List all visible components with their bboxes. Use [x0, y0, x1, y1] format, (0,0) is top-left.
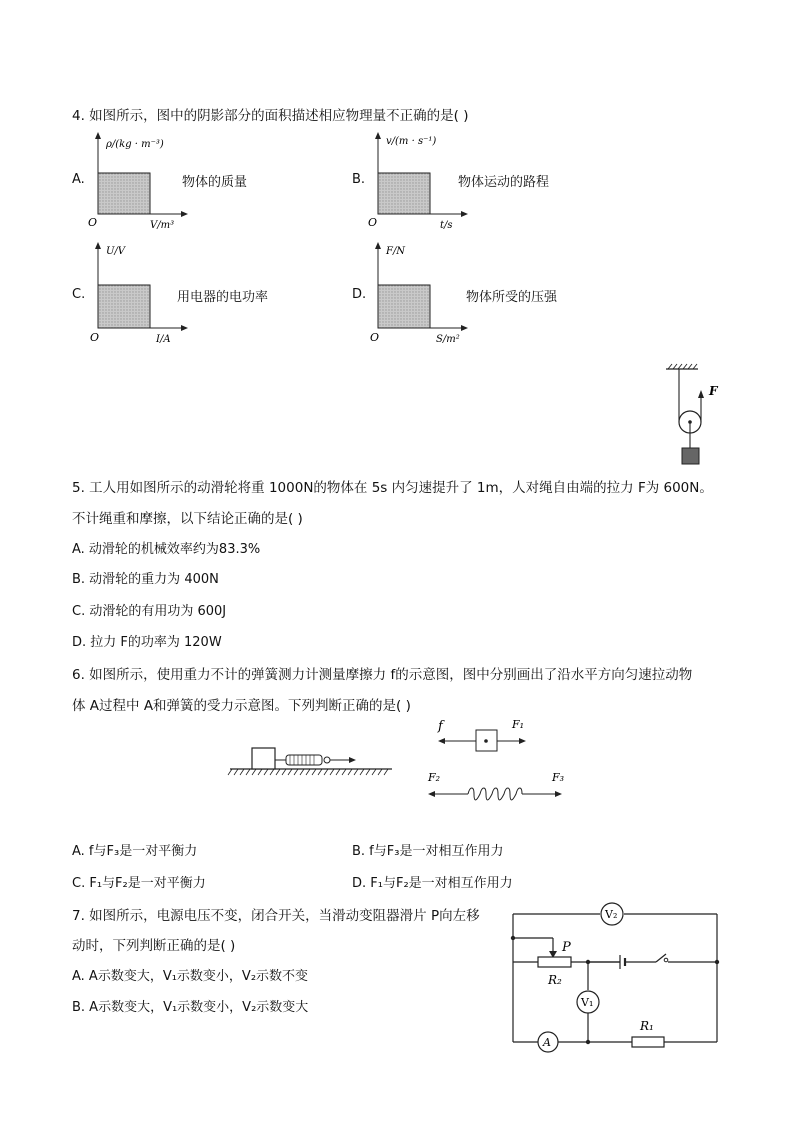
- q4-b-xlabel: t/s: [440, 220, 453, 231]
- q5-stem-line2: 不计绳重和摩擦，以下结论正确的是( ): [72, 511, 303, 527]
- q6-label-f3: F₃: [552, 771, 565, 784]
- q6-option-a: A. f与F₃是一对平衡力: [72, 844, 198, 859]
- q4-option-a-desc: 物体的质量: [182, 175, 248, 190]
- q6-stem-line1: 6. 如图所示，使用重力不计的弹簧测力计测量摩擦力 f的示意图，图中分别画出了沿水平方向匀速拉动物: [72, 667, 693, 683]
- q4-graph-d: [364, 240, 474, 348]
- q4-option-b-desc: 物体运动的路程: [458, 175, 550, 190]
- q4-d-xlabel: S/m²: [436, 334, 460, 345]
- q4-c-xlabel: I/A: [156, 334, 171, 345]
- q4-a-ylabel: ρ/(kg · m⁻³): [106, 139, 164, 150]
- q7-label-r1: R₁: [640, 1019, 654, 1033]
- q4-stem: 4. 如图所示，图中的阴影部分的面积描述相应物理量不正确的是( ): [72, 108, 469, 124]
- q5-pulley-figure: [656, 362, 726, 470]
- q4-option-c-letter: C.: [72, 287, 86, 302]
- q5-option-d: D. 拉力 F的功率为 120W: [72, 635, 222, 650]
- q5-force-label: F: [709, 384, 718, 398]
- q7-option-b: B. A示数变大，V₁示数变小，V₂示数变大: [72, 1000, 309, 1015]
- q4-d-origin: O: [370, 331, 380, 344]
- q4-option-d-desc: 物体所受的压强: [466, 290, 558, 305]
- q7-label-v2: V₂: [605, 908, 618, 921]
- q6-spring-force-diagram: [422, 768, 572, 812]
- q4-c-origin: O: [90, 331, 100, 344]
- q6-apparatus-figure: [226, 742, 396, 782]
- q7-label-v1: V₁: [581, 996, 594, 1009]
- q7-stem-line1: 7. 如图所示，电源电压不变，闭合开关，当滑动变阻器滑片 P向左移: [72, 908, 480, 924]
- q7-label-p: P: [562, 940, 571, 955]
- q5-option-a: A. 动滑轮的机械效率约为83.3%: [72, 542, 261, 557]
- q4-option-c-desc: 用电器的电功率: [177, 290, 269, 305]
- q6-option-b: B. f与F₃是一对相互作用力: [352, 844, 504, 859]
- q4-b-origin: O: [368, 216, 378, 229]
- q4-option-b-letter: B.: [352, 172, 366, 187]
- q4-c-ylabel: U/V: [106, 246, 126, 257]
- q6-block-force-diagram: [430, 714, 540, 760]
- q7-circuit-diagram: [506, 900, 728, 1058]
- q5-option-b: B. 动滑轮的重力为 400N: [72, 572, 219, 587]
- q7-label-r2: R₂: [548, 973, 562, 987]
- resistor-r1-icon: [632, 1037, 664, 1047]
- q4-a-xlabel: V/m³: [150, 220, 175, 231]
- q4-option-a-letter: A.: [72, 172, 85, 187]
- resistor-r2-icon: [538, 957, 571, 967]
- q4-b-ylabel: v/(m · s⁻¹): [386, 136, 437, 147]
- q4-option-d-letter: D.: [352, 287, 367, 302]
- q5-option-c: C. 动滑轮的有用功为 600J: [72, 604, 227, 619]
- q4-a-origin: O: [88, 216, 98, 229]
- q7-label-a: A: [543, 1036, 551, 1049]
- q6-option-d: D. F₁与F₂是一对相互作用力: [352, 876, 513, 891]
- q5-stem-line1: 5. 工人用如图所示的动滑轮将重 1000N的物体在 5s 内匀速提升了 1m，人对绳自由端的拉力 F为 600N。: [72, 480, 713, 496]
- q6-label-f2: F₂: [428, 771, 441, 784]
- q4-graph-a: [84, 128, 194, 236]
- q6-label-f1: F₁: [512, 718, 525, 731]
- q6-option-c: C. F₁与F₂是一对平衡力: [72, 876, 206, 891]
- q7-stem-line2: 动时，下列判断正确的是( ): [72, 938, 236, 954]
- q4-d-ylabel: F/N: [386, 246, 406, 257]
- q6-label-f: f: [438, 719, 443, 734]
- q6-stem-line2: 体 A过程中 A和弹簧的受力示意图。下列判断正确的是( ): [72, 698, 411, 714]
- q7-option-a: A. A示数变大，V₁示数变小，V₂示数不变: [72, 969, 309, 984]
